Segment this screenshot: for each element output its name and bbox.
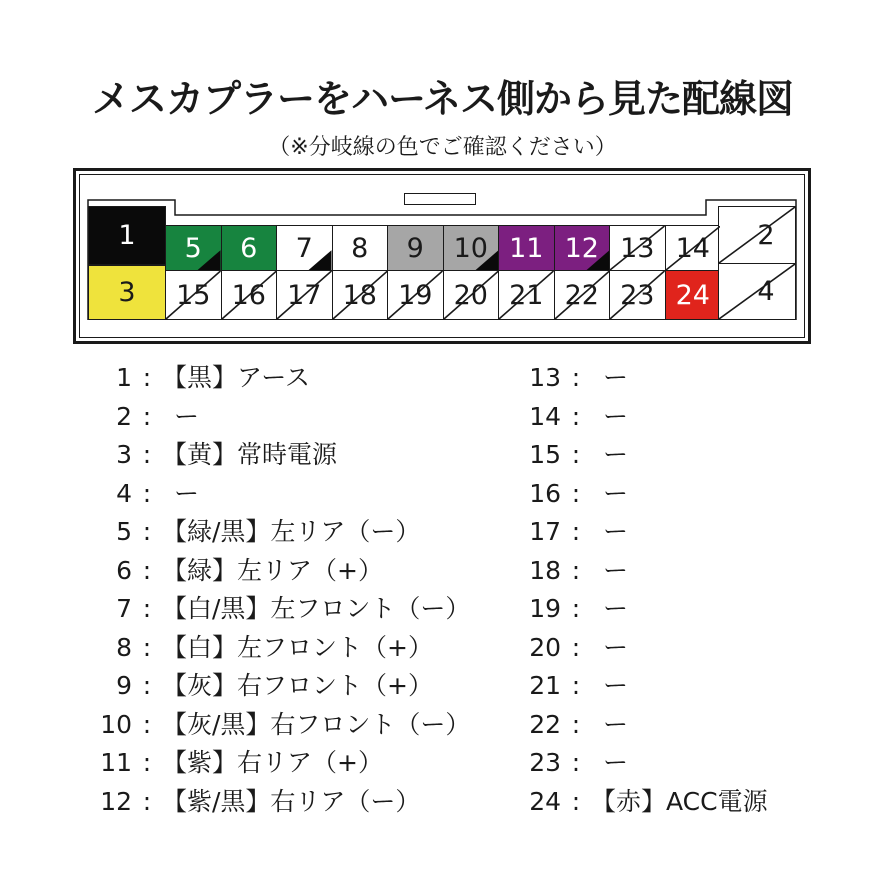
pin-14-label: 14	[675, 232, 710, 264]
legend-description: 【黒】アース	[162, 363, 311, 392]
legend-separator: :	[142, 363, 152, 392]
legend-row	[100, 436, 470, 475]
legend-right	[525, 359, 768, 821]
legend-pin-number: 13	[529, 363, 561, 392]
pin-17-label: 17	[287, 279, 322, 311]
legend-row	[100, 706, 470, 745]
pin-12	[554, 225, 611, 271]
legend-row	[525, 744, 768, 783]
legend-pin-number: 2	[116, 401, 132, 431]
legend-separator: :	[142, 440, 152, 469]
legend-separator: :	[571, 632, 581, 662]
legend-separator: :	[142, 748, 152, 777]
legend-separator: :	[571, 594, 581, 623]
legend-description: ー	[603, 363, 629, 392]
legend-separator: :	[142, 594, 152, 623]
legend-description: 【黄】常時電源	[162, 440, 338, 469]
pin-4	[718, 263, 796, 320]
legend-row	[100, 513, 470, 552]
pin-13	[609, 225, 666, 271]
pin-22-label: 22	[564, 279, 599, 311]
pin-11	[498, 225, 555, 271]
pin-20-label: 20	[453, 279, 488, 311]
legend-description: ー	[603, 632, 629, 662]
legend-separator: :	[571, 478, 581, 508]
legend-row	[525, 398, 768, 437]
legend-description: ー	[603, 401, 629, 431]
legend-separator: :	[571, 363, 581, 392]
legend-separator: :	[142, 632, 152, 662]
pin-22	[554, 270, 611, 320]
legend-pin-number: 21	[529, 671, 561, 700]
legend-pin-number: 11	[100, 748, 132, 777]
legend-pin-number: 7	[116, 594, 132, 623]
diagram-subtitle: （※分岐線の色でご確認ください）	[268, 135, 617, 160]
legend-separator: :	[142, 478, 152, 508]
pin-6-label: 6	[240, 232, 258, 264]
legend-left	[100, 359, 470, 821]
legend-description: ー	[603, 440, 629, 469]
legend-row	[525, 706, 768, 745]
legend-description: 【白/黒】左フロント（ー）	[162, 594, 471, 623]
legend-separator: :	[142, 555, 152, 585]
legend-separator: :	[571, 748, 581, 777]
legend-description: ー	[603, 748, 629, 777]
pin-2-label: 2	[757, 219, 775, 251]
pin-15-label: 15	[176, 279, 211, 311]
legend-row	[525, 436, 768, 475]
pin-7	[276, 225, 333, 271]
pin-10-label: 10	[453, 232, 488, 264]
legend-separator: :	[571, 786, 581, 816]
pin-1	[88, 206, 166, 265]
pin-19-label: 19	[398, 279, 433, 311]
pin-18-label: 18	[342, 279, 377, 311]
diagram-title: メスカプラーをハーネス側から見た配線図	[91, 77, 794, 121]
legend-description: 【灰】右フロント（+）	[162, 671, 433, 700]
legend-row	[100, 475, 470, 514]
pin-4-label: 4	[757, 276, 775, 307]
legend-description: ー	[603, 671, 629, 700]
legend-row	[525, 359, 768, 398]
legend-pin-number: 19	[529, 594, 561, 623]
pin-24	[665, 270, 722, 320]
legend-row	[525, 783, 768, 822]
pin-11-label: 11	[509, 232, 544, 264]
legend-pin-number: 5	[116, 517, 132, 546]
legend-description: 【紫/黒】右リア（ー）	[162, 786, 421, 816]
legend-pin-number: 16	[529, 478, 561, 508]
pin-8	[332, 225, 389, 271]
legend-pin-number: 14	[529, 401, 561, 431]
legend-pin-number: 20	[529, 632, 561, 662]
legend-pin-number: 18	[529, 555, 561, 585]
connector-latch	[404, 193, 476, 205]
legend-pin-number: 10	[100, 709, 132, 739]
pin-12-label: 12	[564, 232, 599, 264]
legend-pin-number: 24	[529, 786, 561, 816]
legend-pin-number: 23	[529, 748, 561, 777]
pin-1-label: 1	[118, 220, 136, 251]
legend-row	[525, 475, 768, 514]
legend-description: ー	[603, 709, 629, 739]
pin-8-label: 8	[351, 232, 369, 264]
legend-separator: :	[571, 401, 581, 431]
legend-pin-number: 8	[116, 632, 132, 662]
pin-17	[276, 270, 333, 320]
legend-description: ー	[603, 555, 629, 585]
pin-21	[498, 270, 555, 320]
pin-2	[718, 206, 796, 264]
legend-description: 【緑/黒】左リア（ー）	[162, 517, 421, 546]
legend-row	[100, 359, 470, 398]
legend-row	[100, 629, 470, 668]
legend-description: ー	[174, 478, 200, 508]
legend-row	[525, 629, 768, 668]
legend-row	[100, 744, 470, 783]
pin-24-label: 24	[675, 279, 710, 311]
legend-pin-number: 12	[100, 786, 132, 816]
legend-row	[100, 552, 470, 591]
pin-15	[165, 270, 222, 320]
legend-pin-number: 3	[116, 440, 132, 469]
legend-separator: :	[571, 517, 581, 546]
pin-5-label: 5	[184, 232, 202, 264]
legend-separator: :	[142, 671, 152, 700]
legend-row	[100, 667, 470, 706]
pin-21-label: 21	[509, 279, 544, 311]
legend-pin-number: 9	[116, 671, 132, 700]
legend-description: 【緑】左リア（+）	[162, 555, 383, 585]
pin-7-label: 7	[295, 232, 313, 264]
pin-9-label: 9	[406, 232, 424, 264]
legend-description: ー	[603, 517, 629, 546]
legend-description: 【紫】右リア（+）	[162, 748, 383, 777]
legend-separator: :	[571, 671, 581, 700]
legend-separator: :	[142, 401, 152, 431]
legend-pin-number: 6	[116, 555, 132, 585]
legend-separator: :	[142, 786, 152, 816]
legend-row	[525, 667, 768, 706]
pin-18	[332, 270, 389, 320]
legend-separator: :	[142, 709, 152, 739]
pin-9	[387, 225, 444, 271]
legend-row	[525, 513, 768, 552]
legend-row	[100, 783, 470, 822]
legend-separator: :	[571, 555, 581, 585]
legend-row	[525, 590, 768, 629]
legend-pin-number: 15	[529, 440, 561, 469]
legend-pin-number: 1	[116, 363, 132, 392]
pin-3	[88, 265, 166, 320]
pin-3-label: 3	[118, 277, 136, 308]
legend-description: ー	[603, 478, 629, 508]
legend-description: ー	[603, 594, 629, 623]
legend-pin-number: 17	[529, 517, 561, 546]
legend-description: 【灰/黒】右フロント（ー）	[162, 709, 471, 739]
pin-5	[165, 225, 222, 271]
legend-separator: :	[571, 440, 581, 469]
legend-pin-number: 4	[116, 478, 132, 508]
pin-19	[387, 270, 444, 320]
pin-16	[221, 270, 278, 320]
pin-23-label: 23	[620, 279, 655, 311]
pin-23	[609, 270, 666, 320]
pin-16-label: 16	[231, 279, 266, 311]
legend-pin-number: 22	[529, 709, 561, 739]
pin-13-label: 13	[620, 232, 655, 264]
pin-10	[443, 225, 500, 271]
pin-20	[443, 270, 500, 320]
legend-row	[100, 590, 470, 629]
legend-description: 【白】左フロント（+）	[162, 632, 433, 662]
legend-row	[525, 552, 768, 591]
legend-separator: :	[142, 517, 152, 546]
legend-separator: :	[571, 709, 581, 739]
legend-description: 【赤】ACC電源	[591, 786, 768, 816]
pin-6	[221, 225, 278, 271]
legend-row	[100, 398, 470, 437]
legend-description: ー	[174, 401, 200, 431]
pin-14	[665, 225, 722, 271]
